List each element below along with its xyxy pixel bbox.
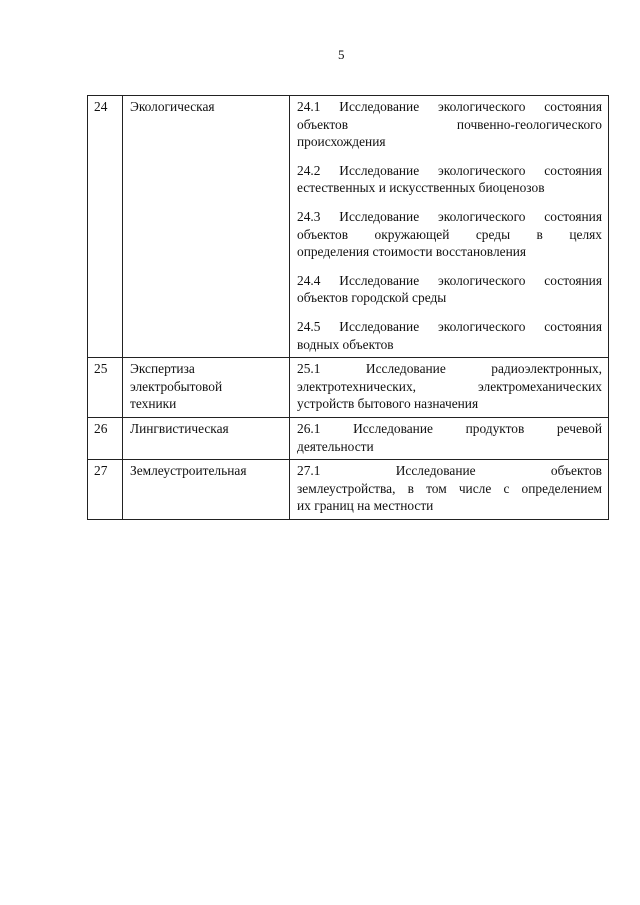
- research-item-line: водных объектов: [297, 336, 394, 352]
- expertise-table: [87, 95, 609, 520]
- row-number: 26: [94, 420, 108, 436]
- table-row: [88, 358, 609, 418]
- research-items-cell: [290, 96, 609, 358]
- expertise-type-cell: [123, 96, 290, 358]
- row-number: 25: [94, 361, 108, 377]
- expertise-type-cell: [123, 417, 290, 459]
- research-item-line: 24.3 Исследование экологического состояния: [297, 208, 602, 224]
- expertise-type-line: электробытовой: [130, 378, 223, 394]
- row-number-cell: [88, 417, 123, 459]
- research-item-line: 25.1 Исследование радиоэлектронных,: [297, 361, 602, 377]
- research-items-cell: [290, 460, 609, 520]
- research-item-line: 24.1 Исследование экологического состояния: [297, 99, 602, 114]
- expertise-type-line: Лингвистическая: [130, 420, 229, 436]
- research-item-line: объектов почвенно-геологического: [297, 116, 602, 132]
- research-item-line: деятельности: [297, 438, 374, 454]
- table-row: [88, 96, 609, 358]
- research-item: [297, 208, 602, 261]
- research-item-line: объектов окружающей среды в целях: [297, 226, 602, 242]
- research-item-line: их границ на местности: [297, 498, 434, 514]
- research-item-line: происхождения: [297, 134, 386, 150]
- expertise-type-line: Экспертиза: [130, 361, 195, 377]
- expertise-type-cell: [123, 358, 290, 418]
- research-item-line: 27.1 Исследование объектов: [297, 463, 602, 479]
- table-row: [88, 417, 609, 459]
- table-row: [88, 460, 609, 520]
- research-items-cell: [290, 358, 609, 418]
- research-item: [297, 462, 602, 515]
- research-item: [297, 162, 602, 197]
- row-number: 27: [94, 463, 108, 479]
- research-item: [297, 272, 602, 307]
- research-item-line: электротехнических, электромеханических: [297, 378, 602, 394]
- expertise-type-line: техники: [130, 396, 177, 412]
- expertise-type-line: Землеустроительная: [130, 463, 247, 479]
- research-item: [297, 420, 602, 455]
- expertise-type-line: Экологическая: [130, 99, 215, 114]
- research-item-line: 24.5 Исследование экологического состояния: [297, 318, 602, 334]
- research-item: [297, 318, 602, 353]
- research-items-cell: [290, 417, 609, 459]
- research-item-line: землеустройства, в том числе с определением: [297, 480, 602, 496]
- research-item-line: естественных и искусственных биоценозов: [297, 180, 545, 196]
- research-item-line: устройств бытового назначения: [297, 396, 479, 412]
- research-item-line: определения стоимости восстановления: [297, 244, 527, 260]
- research-item: [297, 360, 602, 413]
- research-item: [297, 98, 602, 151]
- row-number-cell: [88, 358, 123, 418]
- expertise-type-cell: [123, 460, 290, 520]
- research-item-line: 24.4 Исследование экологического состояния: [297, 272, 602, 288]
- row-number-cell: [88, 96, 123, 358]
- research-item-line: объектов городской среды: [297, 290, 447, 306]
- page-number: 5: [338, 47, 345, 62]
- research-item-line: 24.2 Исследование экологического состояния: [297, 162, 602, 178]
- row-number-cell: [88, 460, 123, 520]
- row-number: 24: [94, 99, 108, 114]
- research-item-line: 26.1 Исследование продуктов речевой: [297, 420, 602, 436]
